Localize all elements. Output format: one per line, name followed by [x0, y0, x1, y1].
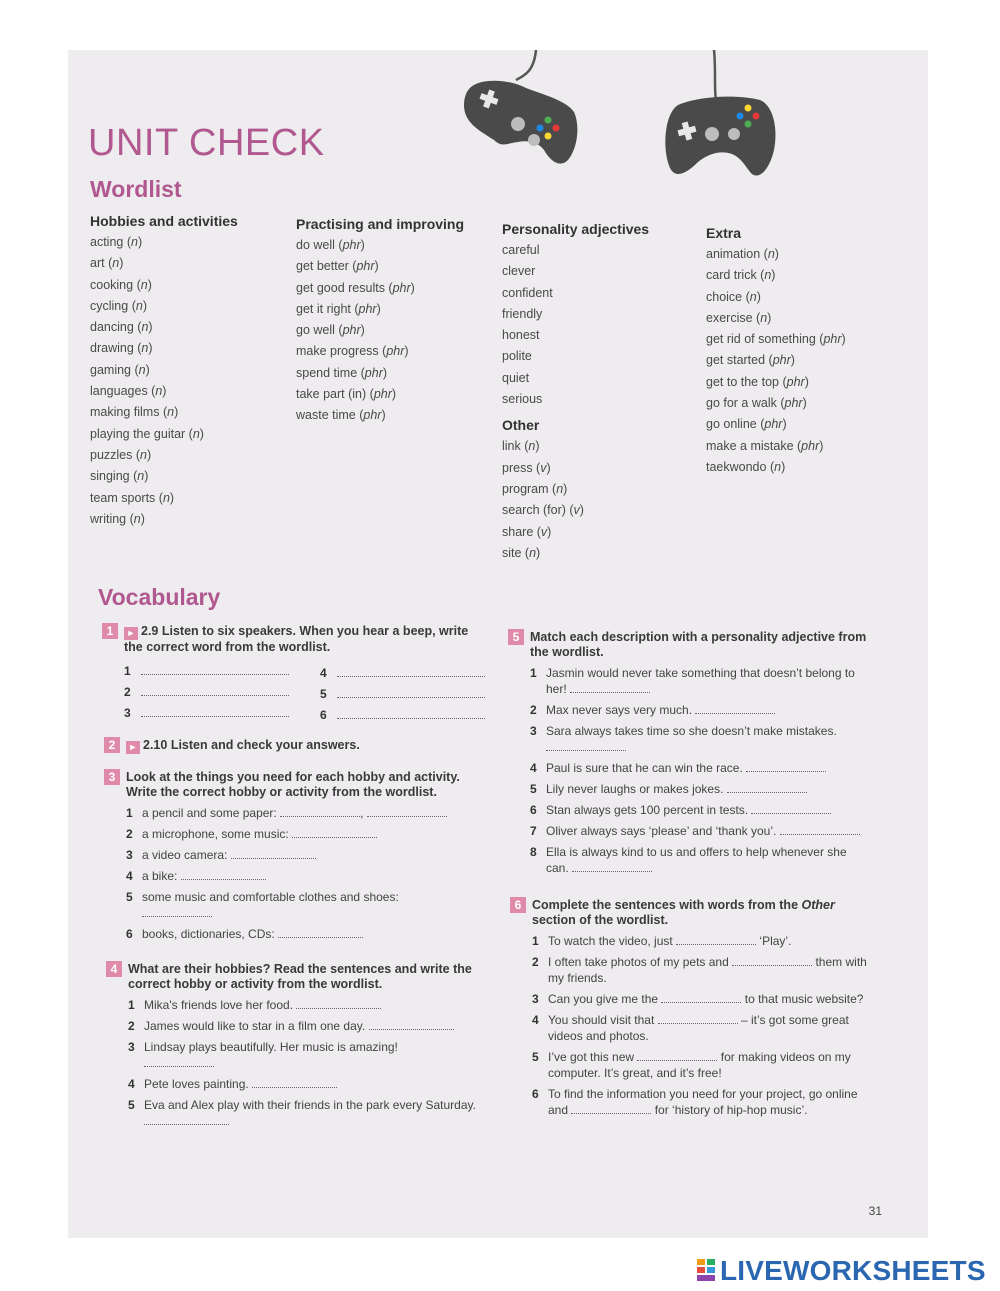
- page-title: UNIT CHECK: [88, 122, 325, 164]
- wordlist-entry: taekwondo (n): [706, 459, 786, 474]
- wordlist-entry: [502, 261, 702, 282]
- entry-word: exercise: [706, 310, 753, 325]
- entry-word: clever: [502, 264, 536, 279]
- wordlist-entry: share (v): [502, 524, 552, 539]
- wordlist-entry: go for a walk (phr): [706, 396, 807, 411]
- entry-word: waste time: [296, 408, 356, 423]
- instructions-emphasis: Other: [801, 898, 835, 912]
- wordlist-entry: [502, 325, 702, 346]
- list-item: 2 a microphone, some music:: [124, 826, 474, 842]
- answer-line[interactable]: [661, 992, 741, 1003]
- list-item: 4 Paul is sure that he can win the race.: [528, 760, 868, 776]
- answer-line[interactable]: [141, 706, 289, 717]
- answer-line[interactable]: [732, 955, 812, 966]
- wordlist-entry: writing (n): [90, 511, 145, 526]
- column-heading: Practising and improving: [296, 216, 465, 232]
- exercise-items: [106, 997, 476, 1129]
- wordlist-entry: art (n): [90, 256, 124, 271]
- part-of-speech: phr: [392, 280, 411, 295]
- part-of-speech: n: [131, 235, 138, 249]
- wordlist-entry: gaming (n): [90, 362, 150, 377]
- answer-line[interactable]: [181, 869, 266, 880]
- entry-word: dancing: [90, 320, 134, 335]
- list-item: 5 I’ve got this new for making videos on my computer. It’s great, and it’s free!: [532, 1050, 851, 1080]
- part-of-speech: phr: [386, 344, 405, 359]
- wordlist-entry: team sports (n): [90, 490, 175, 505]
- list-item: 1 Mika's friends love her food.: [126, 997, 476, 1013]
- wordlist-entry: [502, 240, 702, 261]
- list-item: 7 Oliver always says ‘please’ and ‘thank you’.: [528, 823, 868, 839]
- answer-line[interactable]: [570, 682, 650, 693]
- exercise-number: 3: [104, 769, 120, 785]
- answer-line[interactable]: [141, 685, 289, 696]
- part-of-speech: phr: [772, 353, 791, 368]
- answer-line[interactable]: [252, 1077, 337, 1088]
- exercise-items: [510, 933, 880, 1118]
- list-item: 2 James would like to star in a film one day.: [126, 1018, 476, 1034]
- gamepad-icon: [456, 50, 596, 190]
- entry-word: go online: [706, 417, 757, 432]
- part-of-speech: phr: [356, 259, 375, 274]
- wordlist-column-practising: [296, 213, 496, 427]
- exercise-instructions: What are their hobbies? Read the sentences and write the correct hobby or activity from the wordlist.: [128, 962, 472, 991]
- exercise-number: 1: [102, 623, 118, 639]
- entry-word: making films: [90, 405, 160, 420]
- answer-line[interactable]: [571, 1103, 651, 1114]
- wordlist-entry: make a mistake (phr): [706, 438, 824, 453]
- wordlist-entry: get good results (phr): [296, 280, 415, 295]
- entry-word: spend time: [296, 365, 358, 380]
- part-of-speech: n: [760, 310, 768, 325]
- wordlist-entry: do well (phr): [296, 238, 365, 252]
- wordlist-entry: program (n): [502, 481, 568, 496]
- wordlist-entry: get started (phr): [706, 353, 795, 368]
- part-of-speech: n: [140, 277, 148, 292]
- entry-word: get it right: [296, 301, 351, 316]
- answer-line[interactable]: [546, 740, 626, 751]
- part-of-speech: phr: [342, 238, 361, 252]
- answer-line[interactable]: [637, 1050, 717, 1061]
- exercise-instructions: Match each description with a personality adjective from the wordlist.: [530, 630, 867, 659]
- entry-word: site: [502, 545, 522, 560]
- entry-word: careful: [502, 243, 540, 257]
- entry-word: friendly: [502, 306, 543, 321]
- entry-word: get good results: [296, 280, 385, 295]
- exercise-number: 2: [104, 737, 120, 753]
- column-subheading: Other: [502, 417, 540, 434]
- exercise-2: [104, 738, 484, 754]
- entry-word: link: [502, 439, 521, 454]
- part-of-speech: n: [141, 320, 149, 335]
- exercise-number: 4: [106, 961, 122, 977]
- wordlist-entry: choice (n): [706, 289, 761, 304]
- entry-word: get rid of something: [706, 332, 816, 347]
- wordlist-entry: go online (phr): [706, 417, 787, 432]
- item-number: 3: [124, 706, 131, 720]
- entry-word: confident: [502, 285, 553, 300]
- wordlist-entry: making films (n): [90, 405, 179, 420]
- column-heading: Personality adjectives: [502, 221, 650, 237]
- entry-word: honest: [502, 328, 540, 343]
- entry-word: acting: [90, 235, 124, 249]
- part-of-speech: n: [764, 268, 772, 283]
- part-of-speech: n: [140, 447, 147, 462]
- part-of-speech: n: [192, 426, 200, 441]
- wordlist-column-hobbies: [90, 210, 290, 530]
- answer-line[interactable]: [751, 803, 831, 814]
- entry-word: writing: [90, 511, 127, 526]
- part-of-speech: n: [137, 469, 145, 484]
- exercise-instructions: Listen and check your answers.: [170, 738, 360, 752]
- part-of-speech: phr: [786, 374, 805, 389]
- answer-line[interactable]: [278, 927, 363, 938]
- item-number: 5: [320, 687, 327, 701]
- entry-word: program: [502, 481, 549, 496]
- wordlist-entry: link (n): [502, 439, 540, 454]
- exercise-5: [508, 630, 868, 876]
- answer-line[interactable]: [296, 998, 381, 1009]
- entry-word: do well: [296, 238, 335, 252]
- entry-word: make a mistake: [706, 438, 794, 453]
- entry-word: choice: [706, 289, 743, 304]
- answer-grid: [124, 664, 289, 720]
- part-of-speech: v: [540, 460, 547, 475]
- entry-word: puzzles: [90, 447, 133, 462]
- answer-line[interactable]: [144, 1056, 214, 1067]
- part-of-speech: n: [133, 511, 141, 526]
- wordlist-entry: take part (in) (phr): [296, 387, 397, 402]
- entry-word: take part (in): [296, 387, 367, 402]
- part-of-speech: n: [749, 289, 757, 304]
- part-of-speech: phr: [342, 323, 361, 338]
- exercise-items: [508, 665, 868, 876]
- exercise-4: [106, 962, 476, 1129]
- list-item: 3 Can you give me the to that music website?: [532, 992, 864, 1006]
- part-of-speech: n: [141, 341, 149, 356]
- speaker-icon[interactable]: ►: [126, 741, 140, 754]
- part-of-speech: n: [112, 256, 120, 271]
- list-item: 5 Eva and Alex play with their friends in the park every Saturday.: [126, 1097, 476, 1129]
- vocabulary-heading: Vocabulary: [98, 584, 221, 610]
- entry-word: polite: [502, 349, 532, 364]
- liveworksheets-logo-icon: [697, 1259, 715, 1281]
- list-item: 4 You should visit that – it’s got some great videos and photos.: [532, 1013, 849, 1043]
- wordlist-entry: search (for) (v): [502, 503, 584, 518]
- wordlist-entry: get to the top (phr): [706, 374, 809, 389]
- answer-line[interactable]: [231, 848, 316, 859]
- answer-line[interactable]: [337, 666, 485, 677]
- list-item: 6 To find the information you need for your project, go online and for ‘history of hip-hop music’.: [532, 1087, 858, 1117]
- page-number: 31: [868, 1204, 882, 1218]
- entry-word: cooking: [90, 277, 134, 292]
- wordlist-entry: cycling (n): [90, 298, 147, 313]
- list-item: 4 Pete loves painting.: [126, 1076, 476, 1092]
- textbook-page: [68, 50, 928, 1238]
- wordlist-entry: site (n): [502, 545, 541, 560]
- wordlist-column-personality: [502, 218, 702, 564]
- item-number: 4: [320, 666, 327, 680]
- entry-word: animation: [706, 247, 761, 261]
- answer-line[interactable]: [746, 761, 826, 772]
- part-of-speech: phr: [358, 301, 377, 316]
- entry-word: card trick: [706, 268, 757, 283]
- part-of-speech: n: [767, 247, 775, 261]
- wordlist-entry: spend time (phr): [296, 365, 388, 380]
- entry-word: languages: [90, 384, 148, 399]
- column-heading: Hobbies and activities: [90, 213, 238, 229]
- part-of-speech: phr: [801, 438, 820, 453]
- wordlist-entry: get rid of something (phr): [706, 332, 846, 347]
- answer-line[interactable]: [144, 1114, 229, 1125]
- speaker-icon[interactable]: ►: [124, 627, 138, 640]
- exercise-6: [510, 898, 880, 1118]
- wordlist-entry: [502, 304, 702, 325]
- answer-line[interactable]: [572, 861, 652, 872]
- item-number: 2: [124, 685, 131, 699]
- track-number: 2.9: [141, 624, 159, 638]
- entry-word: get better: [296, 259, 349, 274]
- entry-word: team sports: [90, 490, 156, 505]
- wordlist-entry: [502, 346, 702, 367]
- wordlist-entry: waste time (phr): [296, 408, 386, 423]
- answer-line[interactable]: [658, 1013, 738, 1024]
- list-item: 3 Sara always takes time so she doesn’t make mistakes.: [528, 723, 868, 755]
- part-of-speech: phr: [764, 417, 783, 432]
- part-of-speech: n: [155, 384, 163, 399]
- answer-grid: [320, 666, 485, 722]
- answer-line[interactable]: [142, 906, 212, 917]
- answer-line[interactable]: [141, 664, 289, 675]
- wordlist-entry: dancing (n): [90, 320, 153, 335]
- part-of-speech: phr: [784, 396, 803, 411]
- wordlist-entry: press (v): [502, 460, 551, 475]
- entry-word: press: [502, 460, 533, 475]
- answer-line[interactable]: [780, 824, 860, 835]
- part-of-speech: phr: [363, 408, 382, 423]
- item-number: 1: [124, 664, 131, 678]
- answer-line[interactable]: [727, 782, 807, 793]
- list-item: 3 a video camera:: [124, 847, 474, 863]
- entry-word: get to the top: [706, 374, 779, 389]
- answer-line[interactable]: [292, 827, 377, 838]
- column-heading: Extra: [706, 225, 742, 241]
- exercise-instructions: Complete the sentences with words from the: [532, 898, 802, 912]
- list-item: 5 some music and comfortable clothes and shoes:: [124, 889, 474, 921]
- entry-word: playing the guitar: [90, 426, 186, 441]
- track-number: 2.10: [143, 738, 168, 752]
- exercise-number: 5: [508, 629, 524, 645]
- entry-word: go well: [296, 323, 335, 338]
- wordlist-entry: acting (n): [90, 235, 143, 249]
- entry-word: go for a walk: [706, 396, 777, 411]
- wordlist-entry: singing (n): [90, 469, 149, 484]
- exercise-items: [104, 805, 474, 942]
- list-item: 6 books, dictionaries, CDs:: [124, 926, 474, 942]
- part-of-speech: v: [540, 524, 548, 539]
- list-item: 1 a pencil and some paper: ,: [124, 805, 474, 821]
- brand-name: LIVEWORKSHEETS: [720, 1255, 986, 1286]
- exercise-instructions: section of the wordlist.: [532, 913, 669, 927]
- wordlist-entry: animation (n): [706, 247, 779, 261]
- gamepad-icon: [658, 50, 788, 190]
- list-item: 1 To watch the video, just ‘Play’.: [532, 934, 792, 948]
- list-item: 2 Max never says very much.: [528, 702, 868, 718]
- answer-line[interactable]: [695, 703, 775, 714]
- answer-line[interactable]: [676, 934, 756, 945]
- entry-word: get started: [706, 353, 766, 368]
- entry-word: quiet: [502, 370, 530, 385]
- entry-word: search (for): [502, 503, 566, 518]
- wordlist-entry: get better (phr): [296, 259, 379, 274]
- part-of-speech: n: [774, 459, 782, 474]
- answer-line[interactable]: [337, 708, 485, 719]
- wordlist-entry: go well (phr): [296, 323, 365, 338]
- part-of-speech: n: [135, 298, 143, 313]
- wordlist-entry: drawing (n): [90, 341, 153, 356]
- answer-line[interactable]: [337, 687, 485, 698]
- wordlist-entry: make progress (phr): [296, 344, 409, 359]
- list-item: 5 Lily never laughs or makes jokes.: [528, 781, 868, 797]
- list-item: 8 Ella is always kind to us and offers to help whenever she can.: [530, 845, 847, 875]
- wordlist-entry: playing the guitar (n): [90, 426, 204, 441]
- list-item: 3 Lindsay plays beautifully. Her music is amazing!: [126, 1039, 476, 1071]
- exercise-1: [102, 624, 482, 655]
- entry-word: singing: [90, 469, 130, 484]
- part-of-speech: v: [573, 503, 580, 518]
- wordlist-entry: [502, 368, 702, 389]
- exercise-instructions: Listen to six speakers. When you hear a beep, write the correct word from the wordlist.: [124, 624, 469, 654]
- exercise-number: 6: [510, 897, 526, 913]
- wordlist-entry: exercise (n): [706, 310, 772, 325]
- part-of-speech: phr: [373, 387, 392, 402]
- entry-word: make progress: [296, 344, 379, 359]
- wordlist-entry: puzzles (n): [90, 447, 152, 462]
- list-item: 2 I often take photos of my pets and them with my friends.: [532, 955, 867, 985]
- entry-word: cycling: [90, 298, 129, 313]
- entry-word: share: [502, 524, 534, 539]
- entry-word: serious: [502, 392, 543, 407]
- wordlist-entry: cooking (n): [90, 277, 152, 292]
- part-of-speech: n: [138, 362, 146, 377]
- wordlist-entry: get it right (phr): [296, 301, 381, 316]
- entry-word: gaming: [90, 362, 131, 377]
- item-number: 6: [320, 708, 327, 722]
- list-item: 1 Jasmin would never take something that doesn’t belong to her!: [530, 666, 855, 696]
- wordlist-column-extra: [706, 222, 906, 478]
- answer-line[interactable]: [280, 806, 360, 817]
- entry-word: art: [90, 256, 105, 271]
- entry-word: taekwondo: [706, 459, 767, 474]
- wordlist-entry: languages (n): [90, 384, 167, 399]
- wordlist-entry: [502, 389, 702, 410]
- answer-line[interactable]: [367, 806, 447, 817]
- exercise-3: [104, 770, 474, 942]
- entry-word: drawing: [90, 341, 134, 356]
- part-of-speech: n: [529, 545, 537, 560]
- list-item: 6 Stan always gets 100 percent in tests.: [528, 802, 868, 818]
- list-item: 4 a bike:: [124, 868, 474, 884]
- part-of-speech: phr: [364, 365, 383, 380]
- wordlist-heading: Wordlist: [90, 176, 182, 202]
- answer-line[interactable]: [369, 1019, 454, 1030]
- part-of-speech: phr: [823, 332, 842, 347]
- part-of-speech: n: [162, 490, 170, 505]
- exercise-instructions: Look at the things you need for each hobby and activity. Write the correct hobby or activity from the wordlist.: [126, 770, 460, 799]
- wordlist-entry: card trick (n): [706, 268, 776, 283]
- part-of-speech: n: [167, 405, 175, 420]
- part-of-speech: n: [528, 439, 536, 454]
- part-of-speech: n: [556, 481, 564, 496]
- wordlist-entry: [502, 283, 702, 304]
